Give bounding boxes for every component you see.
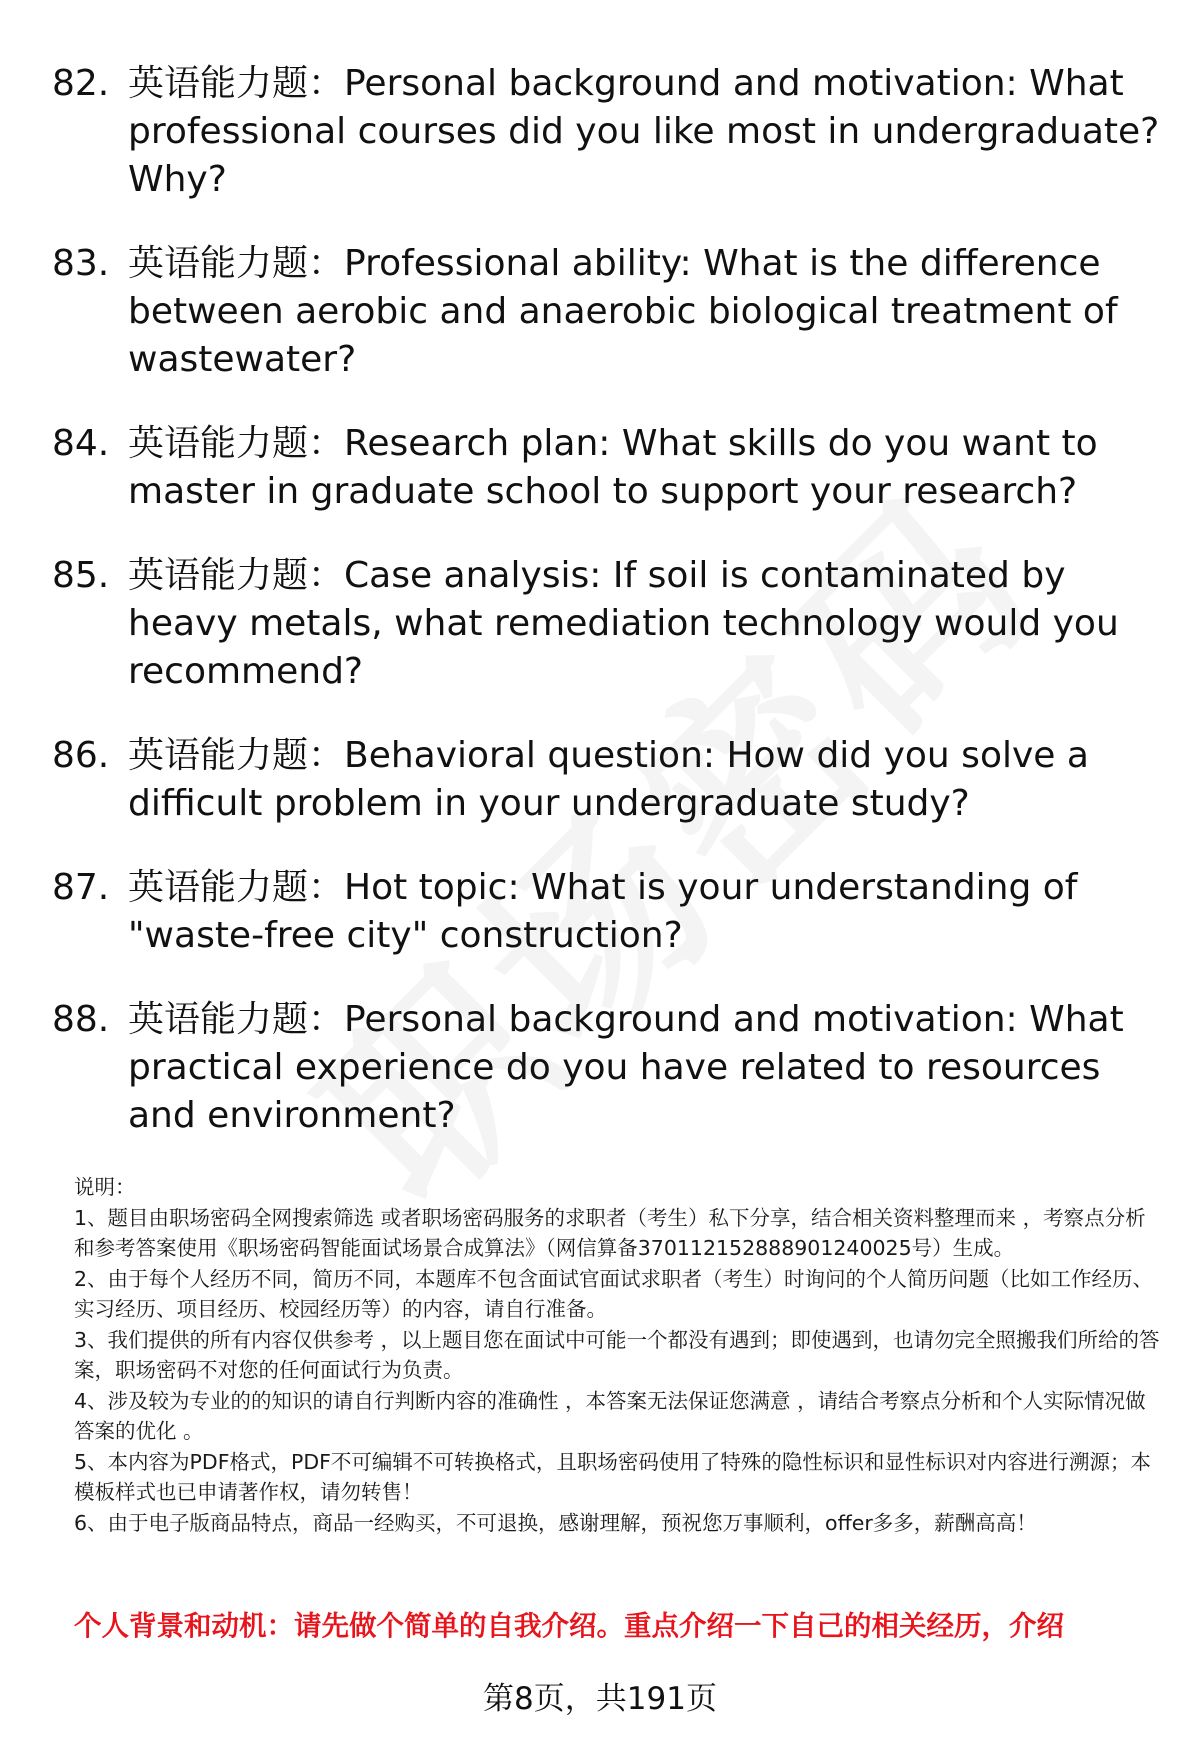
page-number: 第8页，共191页 bbox=[483, 1681, 717, 1717]
note-item: 1、题目由职场密码全网搜索筛选 或者职场密码服务的求职者（考生）私下分享，结合相关资料整理而来 ，考察点分析和参考答案使用《职场密码智能面试场景合成算法》（网信算备370112152888901240025号）生成。 bbox=[74, 1205, 1146, 1260]
question-number: 82. bbox=[52, 63, 110, 104]
question-item bbox=[52, 240, 1162, 384]
question-text: 英语能力题：Case analysis: If soil is contaminated by heavy metals, what remediation technology would you recommend? bbox=[128, 555, 1119, 692]
notes-title: 说明： bbox=[74, 1175, 136, 1199]
question-text: 英语能力题：Professional ability: What is the difference between aerobic and anaerobic biological treatment of wastewater? bbox=[128, 243, 1118, 380]
notes-section bbox=[74, 1172, 1164, 1538]
note-item: 5、本内容为PDF格式，PDF不可编辑不可转换格式，且职场密码使用了特殊的隐性标识和显性标识对内容进行溯源；本模板样式也已申请著作权，请勿转售！ bbox=[74, 1449, 1151, 1504]
highlight-question: 个人背景和动机：请先做个简单的自我介绍。重点介绍一下自己的相关经历，介绍 bbox=[74, 1610, 1064, 1642]
note-item: 2、由于每个人经历不同，简历不同，本题库不包含面试官面试求职者（考生）时询问的个人简历问题（比如工作经历、实习经历、项目经历、校园经历等）的内容，请自行准备。 bbox=[74, 1266, 1154, 1321]
question-list bbox=[52, 60, 1162, 1176]
question-number: 86. bbox=[52, 735, 110, 776]
question-item bbox=[52, 60, 1162, 204]
question-number: 85. bbox=[52, 555, 110, 596]
question-number: 87. bbox=[52, 867, 110, 908]
question-text: 英语能力题：Personal background and motivation: What practical experience do you have related to resources and environment? bbox=[128, 999, 1124, 1136]
question-text: 英语能力题：Research plan: What skills do you want to master in graduate school to support your research? bbox=[128, 423, 1098, 512]
question-number: 84. bbox=[52, 423, 110, 464]
question-item bbox=[52, 420, 1162, 516]
note-item: 4、涉及较为专业的的知识的请自行判断内容的准确性 ，本答案无法保证您满意 ，请结合考察点分析和个人实际情况做答案的优化 。 bbox=[74, 1388, 1146, 1443]
question-text: 英语能力题：Hot topic: What is your understanding of "waste-free city" construction? bbox=[128, 867, 1078, 956]
question-text: 英语能力题：Personal background and motivation: What professional courses did you like most in undergraduate? Why? bbox=[128, 63, 1160, 200]
note-item: 6、由于电子版商品特点，商品一经购买，不可退换，感谢理解，预祝您万事顺利，offer多多，薪酬高高！ bbox=[74, 1510, 1037, 1535]
question-number: 88. bbox=[52, 999, 110, 1040]
question-text: 英语能力题：Behavioral question: How did you solve a difficult problem in your undergraduate study? bbox=[128, 735, 1089, 824]
question-item bbox=[52, 864, 1162, 960]
question-number: 83. bbox=[52, 243, 110, 284]
question-item bbox=[52, 732, 1162, 828]
note-item: 3、我们提供的所有内容仅供参考 ，以上题目您在面试中可能一个都没有遇到；即使遇到，也请勿完全照搬我们所给的答案，职场密码不对您的任何面试行为负责。 bbox=[74, 1327, 1160, 1382]
question-item bbox=[52, 552, 1162, 696]
question-item bbox=[52, 996, 1162, 1140]
